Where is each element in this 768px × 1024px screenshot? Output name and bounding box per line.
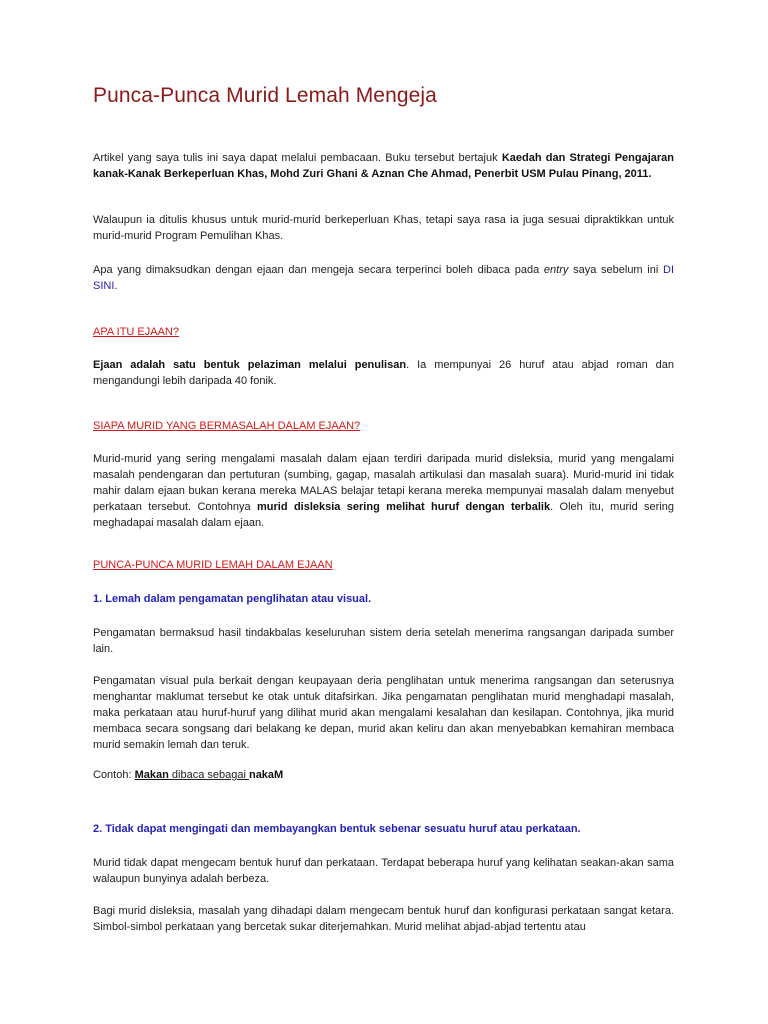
intro-text: Artikel yang saya tulis ini saya dapat melalui pembacaan. Buku tersebut bertajuk	[93, 152, 502, 164]
disleksia-bold: murid disleksia sering melihat huruf dengan terbalik	[257, 501, 551, 513]
paragraph-mengecam: Murid tidak dapat mengecam bentuk huruf dan perkataan. Terdapat beberapa huruf yang kelihatan seakan-akan sama walaupun bunyinya adalah berbeza.	[93, 857, 674, 885]
paragraph-reference	[93, 262, 674, 294]
reference-text-mid: saya sebelum ini	[568, 264, 664, 276]
paragraph-murid-bermasalah	[93, 451, 674, 531]
heading-siapa-murid: SIAPA MURID YANG BERMASALAH DALAM EJAAN?	[93, 420, 361, 432]
example-mid: dibaca sebagai	[168, 769, 249, 781]
page-title: Punca-Punca Murid Lemah Mengeja	[93, 84, 437, 107]
reference-text-end: .	[114, 280, 118, 292]
paragraph-pengamatan: Pengamatan bermaksud hasil tindakbalas keseluruhan sistem deria setelah menerima rangsangan daripada sumber lain.	[93, 627, 674, 655]
example-line	[93, 767, 674, 783]
paragraph-purpose: Walaupun ia ditulis khusus untuk murid-murid berkeperluan Khas, tetapi saya rasa ia juga sesuai dipraktikkan untuk murid-murid Program Pemulihan Khas.	[93, 214, 674, 242]
reference-text: Apa yang dimaksudkan dengan ejaan dan mengeja secara terperinci boleh dibaca pada	[93, 264, 544, 276]
subheading-1: 1. Lemah dalam pengamatan penglihatan atau visual.	[93, 593, 372, 605]
intro-paragraph	[93, 150, 674, 182]
murid-bermasalah-text: Murid-murid yang sering mengalami masalah dalam ejaan terdiri daripada murid disleksia, murid yang mengalami masalah pendengaran dan pertuturan (sumbing, gagap, masalah artikulasi dan masalah suara). Murid-murid ini tidak mahir dalam ejaan bukan kerana mereka MALAS belajar tetapi kerana mereka mempunyai masalah dalam menyebut perkataan tersebut. Contohnya	[93, 453, 674, 513]
paragraph-ejaan-definition	[93, 357, 674, 389]
example-word-2: nakaM	[248, 769, 284, 781]
di-sini-link[interactable]: DI SINI	[93, 264, 675, 292]
ejaan-definition-text: . Ia mempunyai 26 huruf atau abjad roman dan mengandungi lebih daripada 40 fonik.	[93, 359, 674, 387]
ejaan-definition-bold: Ejaan adalah satu bentuk pelaziman melalui penulisan	[93, 359, 407, 371]
example-word-1: Makan	[134, 769, 169, 781]
book-title: Kaedah dan Strategi Pengajaran kanak-Kanak Berkeperluan Khas, Mohd Zuri Ghani & Aznan Che Ahmad, Penerbit USM Pulau Pinang, 2011.	[93, 152, 675, 180]
paragraph-pengamatan-visual: Pengamatan visual pula berkait dengan keupayaan deria penglihatan untuk menerima rangsangan dan seterusnya menghantar maklumat tersebut ke otak untuk ditafsirkan. Jika pengamatan penglihatan murid menghadapi masalah, maka perkataan atau huruf-huruf yang dilihat murid akan mengalami kesalahan dan kesilapan. Contohnya, jika murid membaca secara songsang dari belakang ke depan, murid akan keliru dan akan menyebabkan kemahiran membaca murid semakin lemah dan teruk.	[93, 675, 674, 751]
entry-italic: entry	[543, 264, 569, 276]
murid-bermasalah-end: . Oleh itu, murid sering meghadapai masalah dalam ejaan.	[93, 501, 675, 529]
heading-punca-punca: PUNCA-PUNCA MURID LEMAH DALAM EJAAN	[93, 559, 333, 571]
heading-apa-itu-ejaan: APA ITU EJAAN?	[93, 326, 179, 338]
example-label: Contoh:	[93, 769, 135, 781]
subheading-2: 2. Tidak dapat mengingati dan membayangkan bentuk sebenar sesuatu huruf atau perkataan.	[93, 823, 581, 835]
paragraph-disleksia: Bagi murid disleksia, masalah yang dihadapi dalam mengecam bentuk huruf dan konfigurasi perkataan sangat ketara. Simbol-simbol perkataan yang bercetak sukar diterjemahkan. Murid melihat abjad-abjad tertentu atau	[93, 905, 674, 933]
